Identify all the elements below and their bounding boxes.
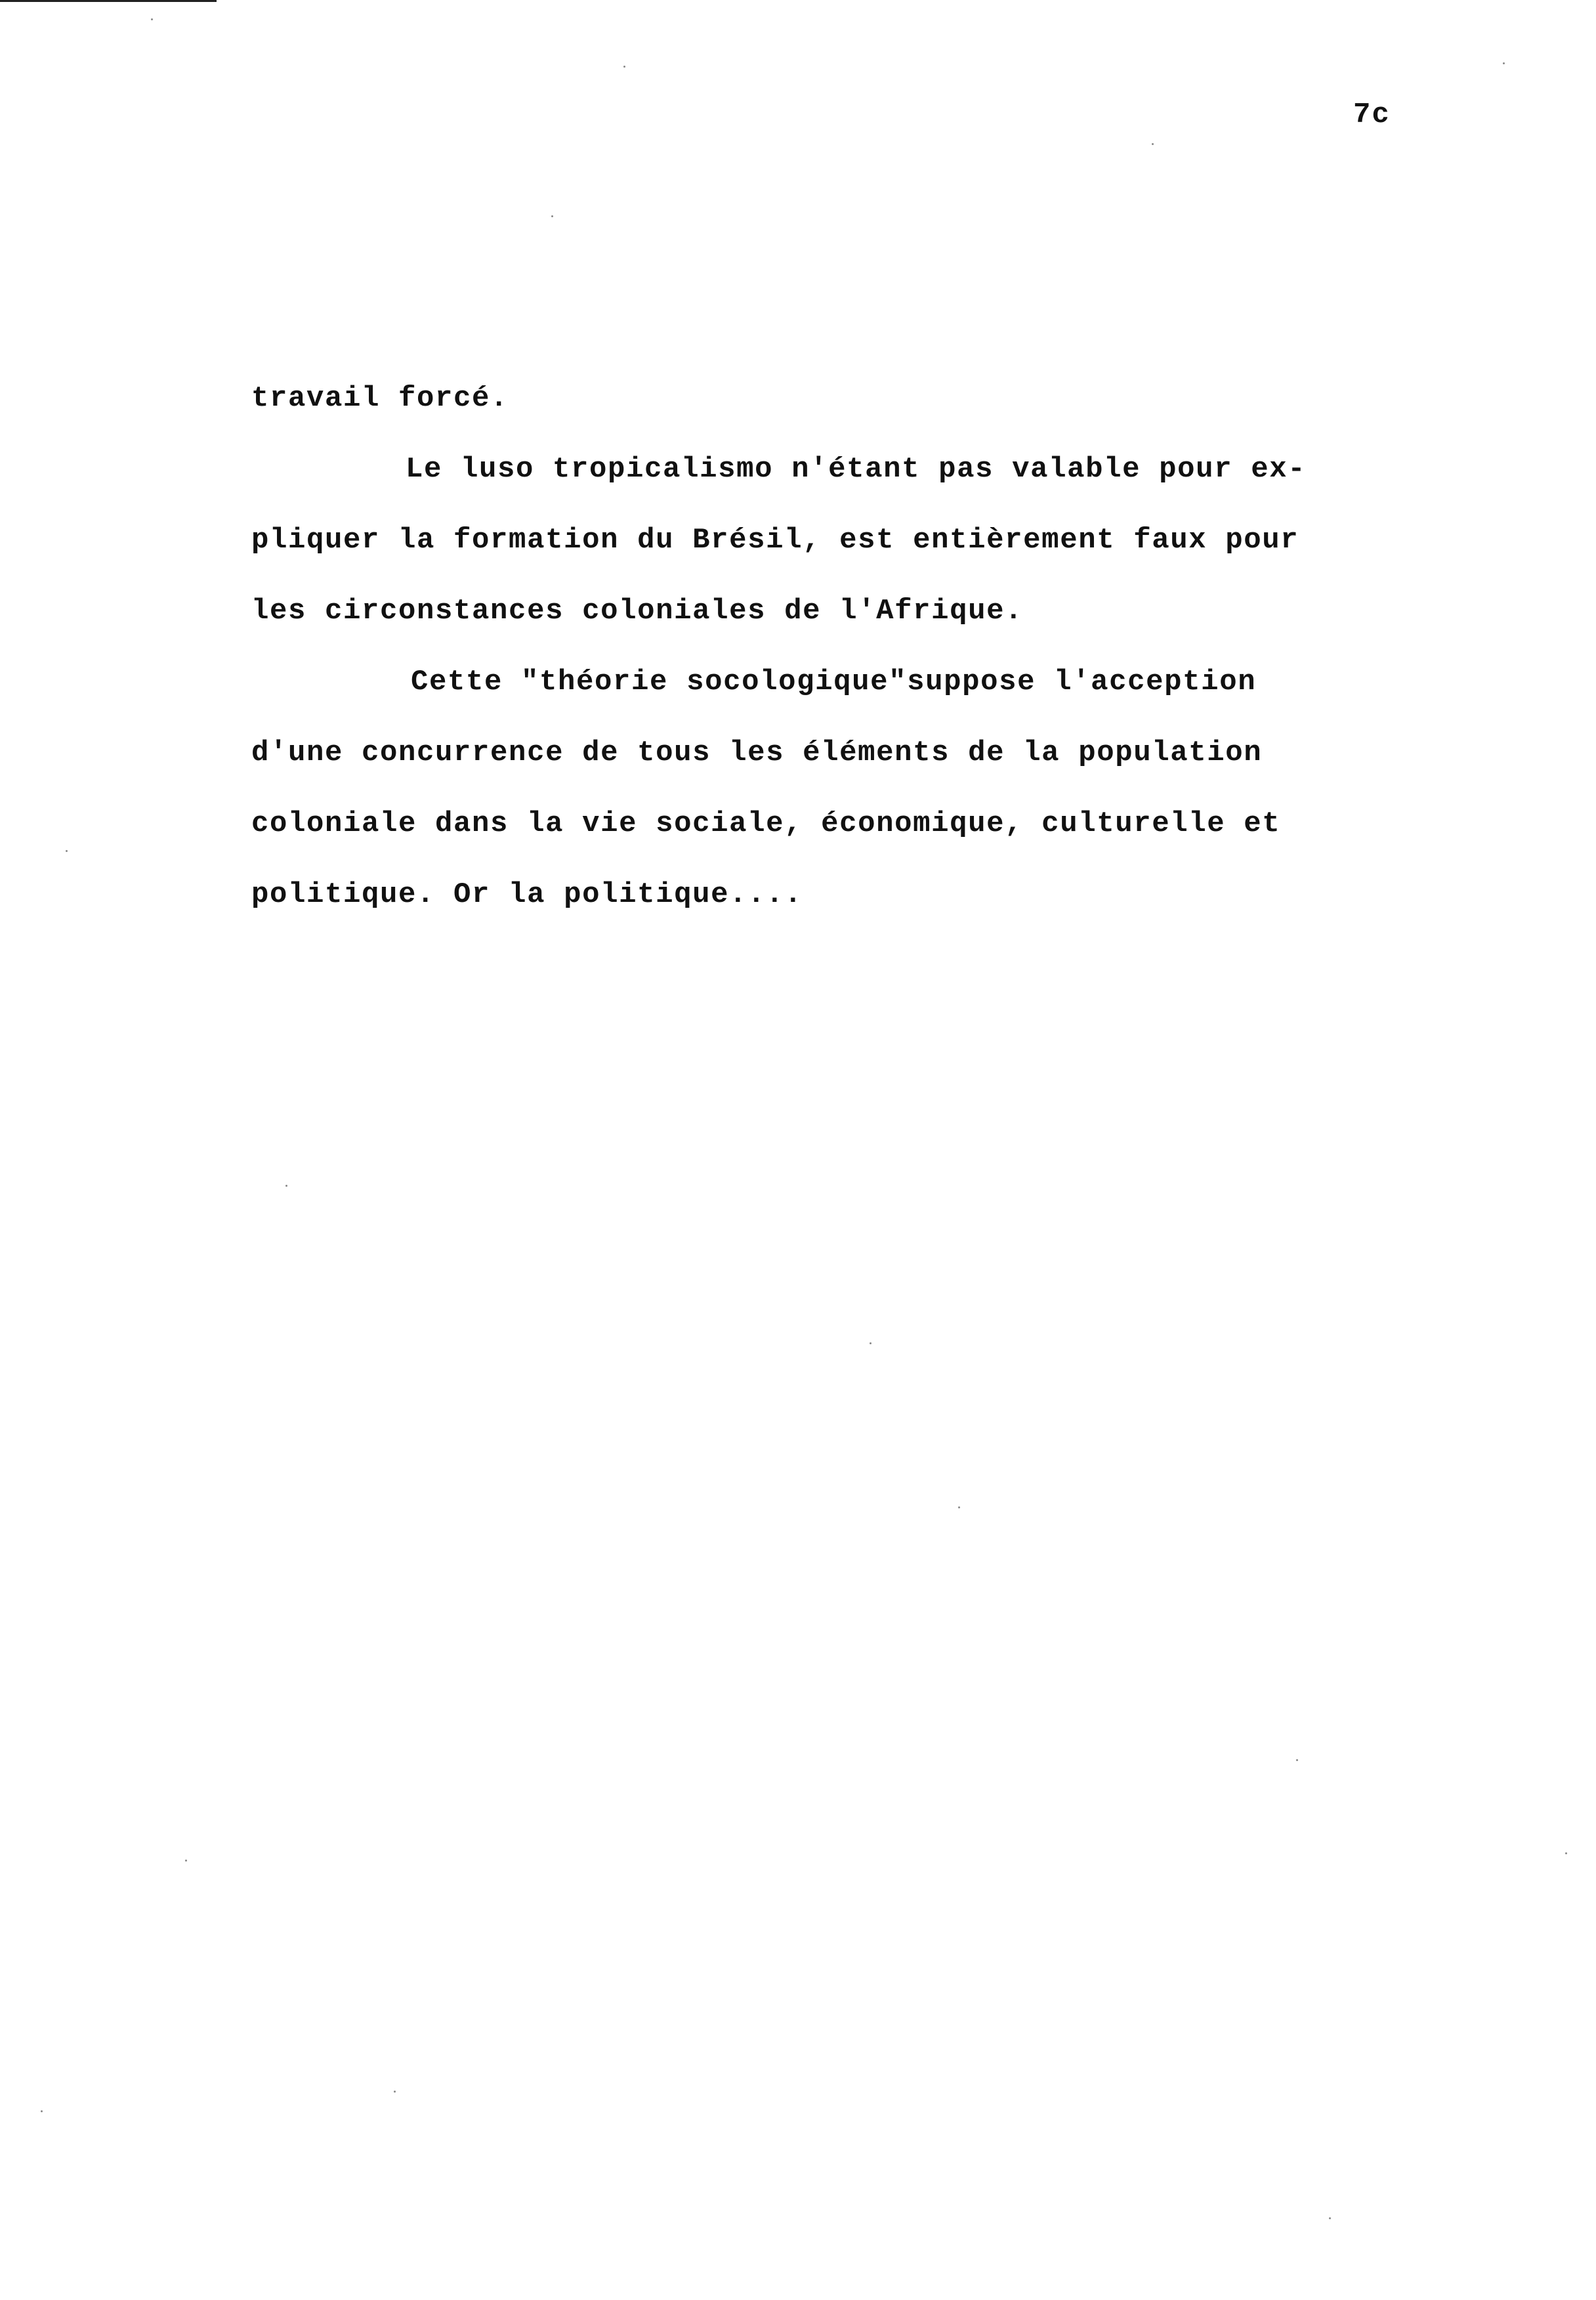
scan-speck [394,2091,396,2093]
text-line: d'une concurrence de tous les éléments de la population [251,736,1263,769]
scan-speck [66,850,68,852]
text-line: les circonstances coloniales de l'Afrique. [251,595,1024,628]
scan-speck [623,66,625,68]
text-line: politique. Or la politique.... [251,878,803,911]
text-line: Cette "théorie socologique"suppose l'acception [411,666,1257,698]
scan-speck [151,18,153,20]
scan-speck [1296,1759,1298,1761]
scan-speck [1329,2217,1331,2219]
scan-edge-rule [0,0,217,2]
scan-speck [551,215,553,217]
text-line: pliquer la formation du Brésil, est entièrement faux pour [251,524,1299,557]
text-line: travail forcé. [251,382,509,415]
scan-speck [870,1342,872,1344]
page-number: 7c [1353,98,1391,131]
scan-speck [1565,1852,1567,1854]
scan-speck [1503,62,1505,64]
text-line: Le luso tropicalismo n'étant pas valable pour ex- [406,453,1307,486]
scan-speck [285,1185,287,1187]
scan-speck [1152,143,1154,145]
scan-speck [185,1860,187,1862]
scan-speck [958,1506,960,1508]
text-line: coloniale dans la vie sociale, économique, culturelle et [251,807,1281,840]
scan-speck [41,2110,43,2112]
